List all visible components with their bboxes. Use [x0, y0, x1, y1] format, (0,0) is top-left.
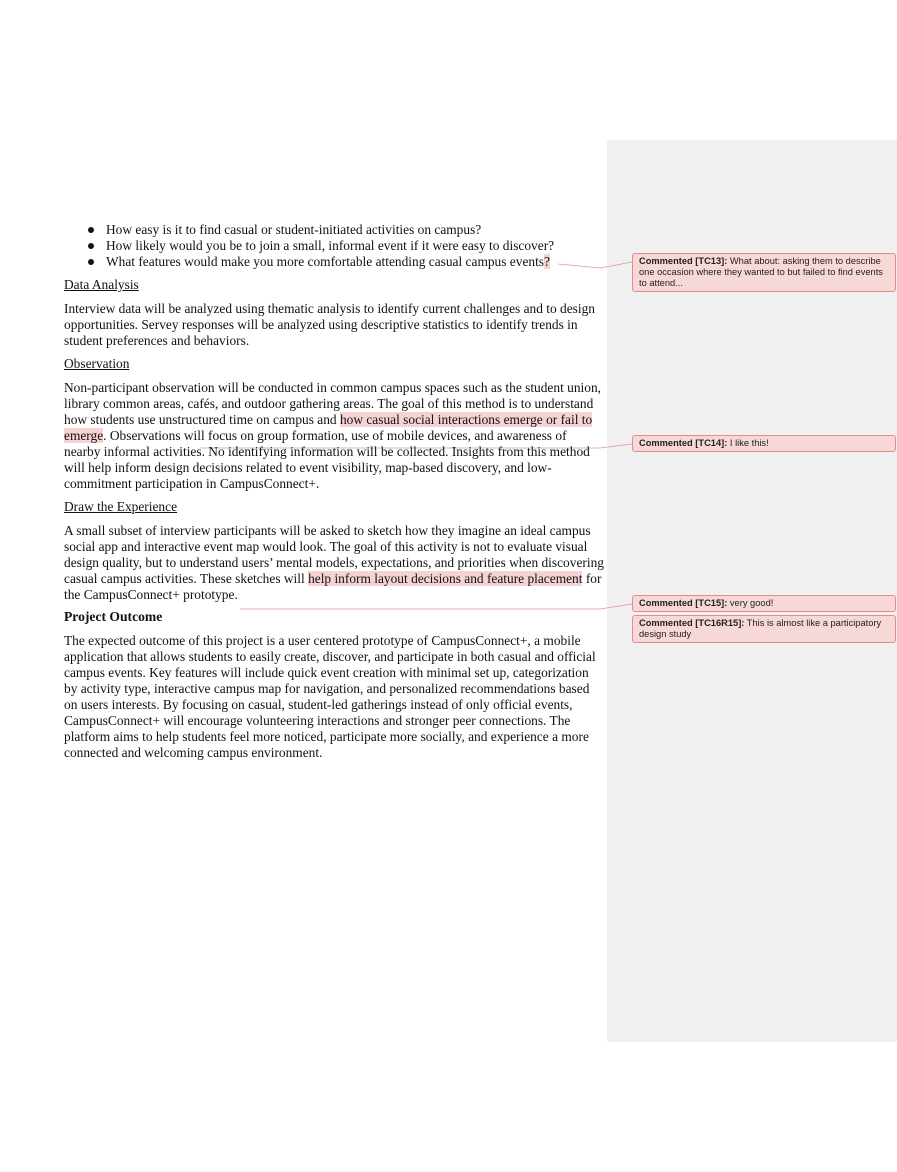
list-item-text: How likely would you be to join a small, informal event if it were easy to discover? — [106, 238, 555, 253]
comment-tc15[interactable] — [632, 595, 896, 612]
comment-label: Commented [TC13]: — [639, 256, 728, 266]
list-item — [64, 222, 604, 238]
comment-label: Commented [TC16R15]: — [639, 618, 745, 628]
section-heading-project-outcome: Project Outcome — [64, 609, 163, 624]
data-analysis-paragraph: Interview data will be analyzed using thematic analysis to identify current challenges and to design opportunities. Servey responses will be analyzed using descriptive statistics to identify trends in student preferences and behaviors. — [64, 301, 595, 348]
observation-paragraph — [64, 380, 604, 492]
draw-text-before: A small subset of interview participants will be asked to sketch how they imagine an ideal campus social app and interactive event map would look. The goal of this activity is not to evaluate visual design quality, but to understand users’ mental models, expectations, and priorities when discovering casual campus activities. These sketches will — [64, 523, 604, 586]
list-item-text: How easy is it to find casual or student-initiated activities on campus? — [106, 222, 482, 237]
comment-text: very good! — [727, 598, 774, 608]
commented-anchor-tc15[interactable]: help inform layout decisions and feature placement — [308, 571, 583, 586]
list-item — [64, 238, 604, 254]
question-list — [64, 222, 604, 270]
comment-label: Commented [TC15]: — [639, 598, 728, 608]
observation-text-after: . Observations will focus on group formation, use of mobile devices, and awareness of nearby informal activities. No identifying information will be collected. Insights from this method will help inform design decisions related to event visibility, map-based discovery, and low-commitment participation in CampusConnect+. — [64, 428, 590, 491]
observation-text-before: Non-participant observation will be conducted in common campus spaces such as the student union, library common areas, cafés, and outdoor gathering areas. The goal of this method is to understand how students use unstructured time on campus and — [64, 380, 601, 427]
comment-label: Commented [TC14]: — [639, 438, 728, 448]
section-heading-observation: Observation — [64, 356, 130, 371]
section-heading-data-analysis: Data Analysis — [64, 277, 139, 292]
list-item-text: What features would make you more comfortable attending casual campus events — [106, 254, 545, 269]
document-body — [64, 222, 604, 761]
comment-text: I like this! — [727, 438, 769, 448]
comment-tc13[interactable] — [632, 253, 896, 292]
project-outcome-paragraph: The expected outcome of this project is a user centered prototype of CampusConnect+, a mobile application that allows students to easily create, discover, and participate in both casual and official campus events. Key features will include quick event creation with minimal set up, categorization by activity type, interactive campus map for navigation, and personalized recommendations based on users interests. By focusing on casual, student-led gatherings instead of only official events, CampusConnect+ will encourage volunteering interactions and stronger peer connections. The platform aims to help students feel more noticed, participate more socially, and experience a more connected and welcoming campus environment. — [64, 633, 596, 760]
comment-tc16r15[interactable] — [632, 615, 896, 643]
list-item — [64, 254, 604, 270]
section-heading-draw-experience: Draw the Experience — [64, 499, 178, 514]
comment-text: This is almost like a participatory design study — [639, 618, 882, 639]
comment-text: What about: asking them to describe one occasion where they wanted to but failed to find events to attend... — [639, 256, 883, 288]
commented-anchor-tc13[interactable]: ? — [544, 254, 550, 269]
draw-experience-paragraph — [64, 523, 604, 603]
comment-tc14[interactable] — [632, 435, 896, 452]
commented-anchor-tc14[interactable]: how casual social interactions emerge or fail to emerge — [64, 412, 593, 443]
draw-text-after: for the CampusConnect+ prototype. — [64, 571, 602, 602]
